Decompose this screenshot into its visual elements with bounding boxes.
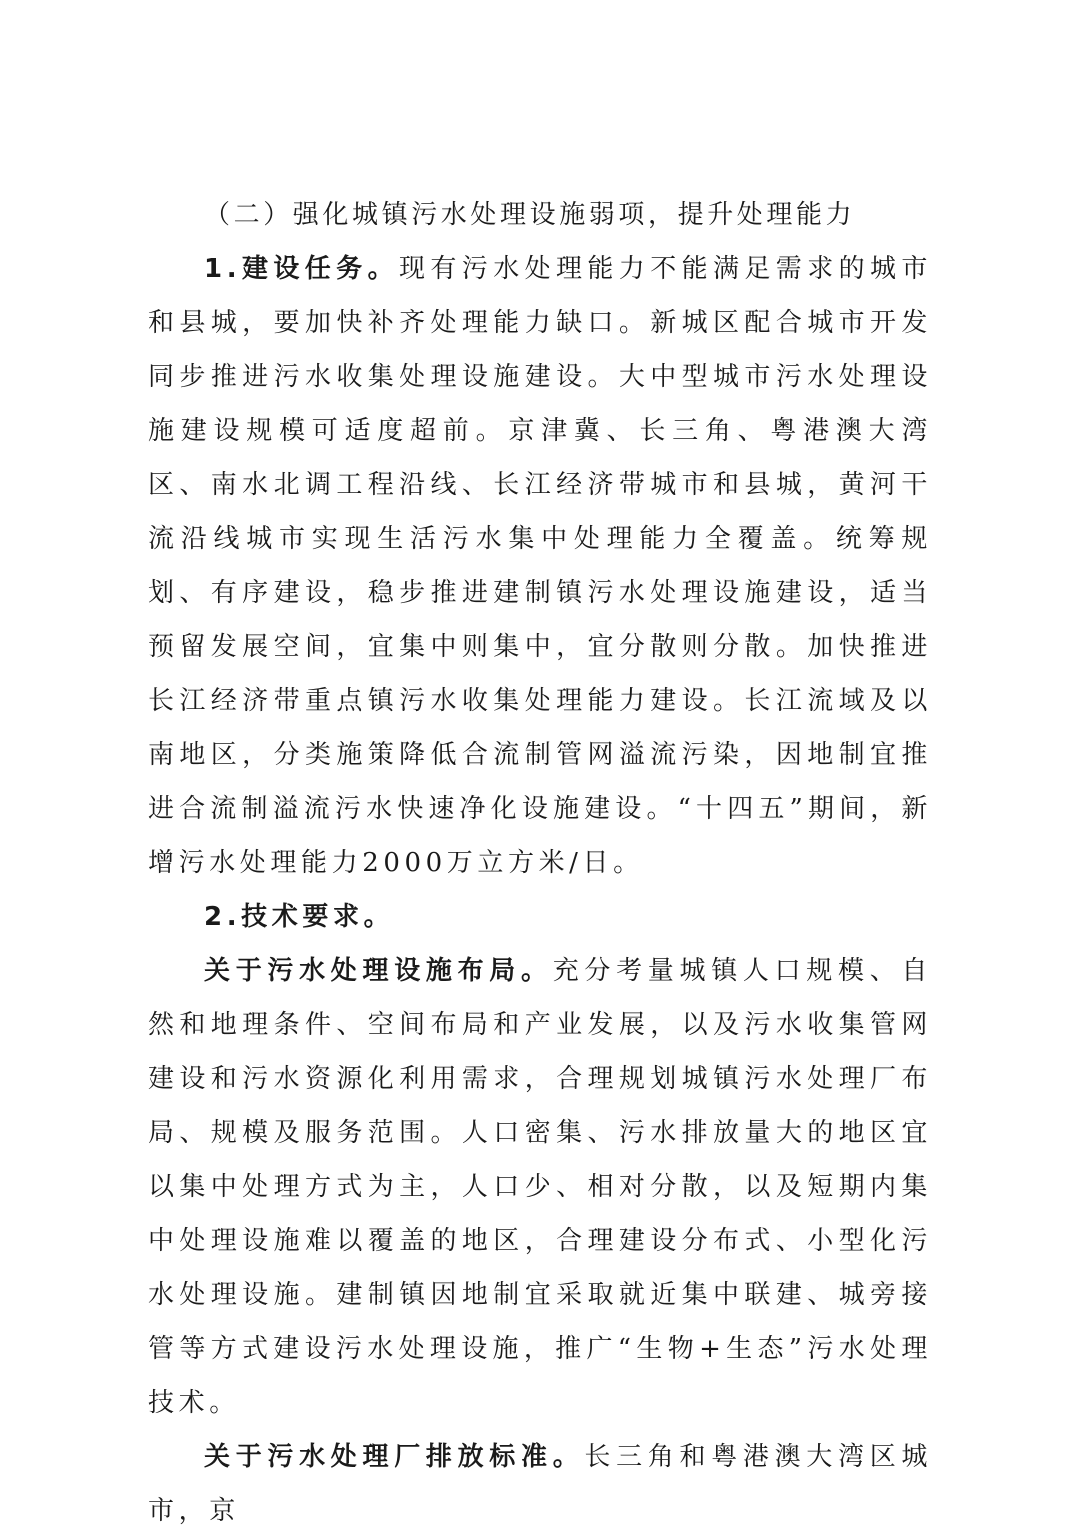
paragraph-text: 长三角和粤港澳大湾区城市，京 [148, 1442, 933, 1526]
paragraph-text: 充分考量城镇人口规模、自然和地理条件、空间布局和产业发展，以及污水收集管网建设和污水资源化利用需求，合理规划城镇污水处理厂布局、规模及服务范围。人口密集、污水排放量大的地区宜以集中处理方式为主，人口少、相对分散，以及短期内集中处理设施难以覆盖的地区，合理建设分布式、小型化污水处理设施。建制镇因地制宜采取就近集中联建、城旁接管等方式建设污水处理设施，推广“生物+生态”污水处理技术。 [148, 956, 932, 1418]
section-heading: （二）强化城镇污水处理设施弱项，提升处理能力 [204, 200, 856, 230]
paragraph-lead: 关于污水处理厂排放标准。 [204, 1442, 585, 1472]
paragraph-technical-requirements [148, 890, 932, 944]
paragraph-discharge-standards [148, 1430, 932, 1538]
document-page [148, 188, 932, 1538]
paragraph-construction-tasks [148, 242, 932, 890]
paragraph-lead: 2.技术要求。 [204, 902, 395, 932]
paragraph-lead: 1.建设任务。 [204, 254, 399, 284]
paragraph-lead: 关于污水处理设施布局。 [204, 956, 553, 986]
paragraph-text: 现有污水处理能力不能满足需求的城市和县城，要加快补齐处理能力缺口。新城区配合城市开发同步推进污水收集处理设施建设。大中型城市污水处理设施建设规模可适度超前。京津冀、长三角、粤港澳大湾区、南水北调工程沿线、长江经济带城市和县城，黄河干流沿线城市实现生活污水集中处理能力全覆盖。统筹规划、有序建设，稳步推进建制镇污水处理设施建设，适当预留发展空间，宜集中则集中，宜分散则分散。加快推进长江经济带重点镇污水收集处理能力建设。长江流域及以南地区，分类施策降低合流制管网溢流污染，因地制宜推进合流制溢流污水快速净化设施建设。“十四五”期间，新增污水处理能力2000万立方米/日。 [148, 254, 933, 878]
paragraph-facility-layout [148, 944, 932, 1430]
